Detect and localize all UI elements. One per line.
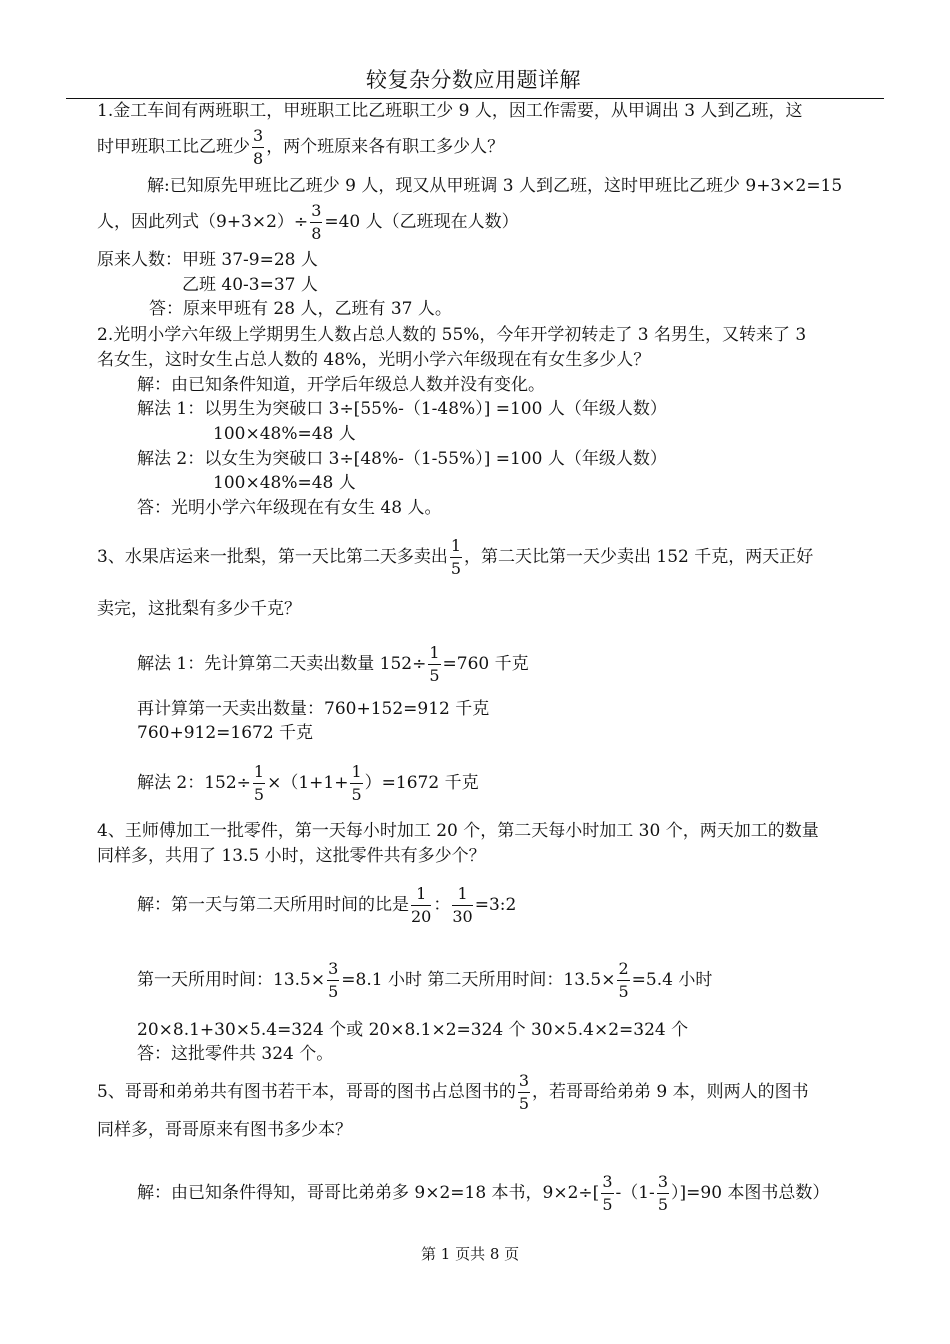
text: ，两个班原来各有职工多少人？	[266, 137, 505, 157]
text: ：	[433, 895, 451, 915]
problem-5-question-line-1	[97, 1073, 809, 1112]
fraction-denominator: 30	[452, 907, 473, 926]
fraction-denominator: 8	[253, 149, 264, 168]
fraction-denominator: 5	[351, 785, 362, 804]
fraction-denominator: 5	[618, 982, 629, 1001]
problem-4-solution-line-2	[137, 961, 712, 1000]
header-rule	[66, 98, 884, 99]
fraction-2-5	[617, 961, 629, 1000]
problem-3-question-line-2: 卖完，这批梨有多少千克？	[97, 599, 301, 619]
problem-4-answer: 答：这批零件共 324 个。	[137, 1044, 334, 1064]
fraction-denominator: 20	[411, 907, 432, 926]
page-footer: 第 1 页共 8 页	[421, 1245, 520, 1263]
problem-2-question-line-2: 名女生，这时女生占总人数的 48%，光明小学六年级现在有女生多少人？	[97, 350, 651, 370]
fraction-denominator: 5	[253, 785, 265, 804]
problem-5-solution-line-1	[137, 1174, 829, 1213]
page-title: 较复杂分数应用题详解	[366, 68, 581, 92]
fraction-numerator: 1	[452, 886, 472, 906]
fraction-3-8	[310, 203, 322, 242]
problem-4-solution-line-3: 20×8.1+30×5.4=324 个或 20×8.1×2=324 个 30×5.4×2=324 个	[137, 1020, 689, 1040]
text: =40 人（乙班现在人数）	[324, 212, 519, 232]
problem-1-solution-line-2	[97, 203, 519, 242]
text: 解：由已知条件得知，哥哥比弟弟多 9×2=18 本书，9×2÷[	[137, 1183, 600, 1203]
problem-3-solution-line-4	[137, 764, 479, 803]
text: 时甲班职工比乙班少	[97, 137, 250, 157]
fraction-numerator: 3	[327, 961, 339, 981]
fraction-numerator: 2	[617, 961, 629, 981]
text: 解：第一天与第二天所用时间的比是	[137, 895, 409, 915]
text: -（1-	[615, 1183, 655, 1203]
problem-3-solution-line-2: 再计算第一天卖出数量：760+152=912 千克	[137, 699, 490, 719]
problem-1-solution-line-4: 乙班 40-3=37 人	[182, 275, 318, 295]
problem-1-question-line-2	[97, 128, 504, 167]
fraction-denominator: 5	[657, 1195, 668, 1214]
text: =3:2	[474, 895, 517, 915]
fraction-denominator: 8	[311, 224, 322, 243]
fraction-numerator: 1	[450, 538, 462, 558]
problem-3-solution-line-3: 760+912=1672 千克	[137, 723, 314, 743]
text: =5.4 小时	[631, 970, 713, 990]
problem-2-solution-line-4: 解法 2：以女生为突破口 3÷[48%-（1-55%）] =100 人（年级人数）	[137, 449, 667, 469]
fraction-numerator: 3	[252, 128, 264, 148]
problem-2-solution-line-1: 解：由已知条件知道，开学后年级总人数并没有变化。	[137, 375, 545, 395]
text: 第一天所用时间：13.5×	[137, 970, 326, 990]
problem-1-question-line-1: 1.金工车间有两班职工，甲班职工比乙班职工少 9 人，因工作需要，从甲调出 3 人到乙班，这	[97, 101, 803, 121]
problem-2-solution-line-5: 100×48%=48 人	[213, 473, 356, 493]
fraction-numerator: 1	[428, 645, 440, 665]
problem-5-question-line-2: 同样多，哥哥原来有图书多少本？	[97, 1120, 352, 1140]
problem-3-question-line-1	[97, 538, 813, 577]
text: ×（1+1+	[267, 773, 349, 793]
fraction-1-5	[428, 645, 440, 684]
fraction-1-5	[253, 764, 265, 803]
fraction-numerator: 1	[350, 764, 362, 784]
fraction-numerator: 1	[411, 886, 431, 906]
problem-4-question-line-1: 4、王师傅加工一批零件，第一天每小时加工 20 个，第二天每小时加工 30 个，两天加工的数量	[97, 821, 819, 841]
fraction-denominator: 5	[450, 559, 462, 578]
fraction-1-5	[450, 538, 462, 577]
fraction-denominator: 5	[602, 1195, 613, 1214]
fraction-denominator: 5	[429, 666, 440, 685]
fraction-numerator: 3	[657, 1174, 669, 1194]
problem-2-solution-line-2: 解法 1：以男生为突破口 3÷[55%-（1-48%）] =100 人（年级人数）	[137, 399, 667, 419]
fraction-denominator: 5	[328, 982, 339, 1001]
fraction-3-5	[518, 1073, 530, 1112]
text: 解法 1：先计算第二天卖出数量 152÷	[137, 654, 427, 674]
fraction-numerator: 3	[601, 1174, 613, 1194]
text: ，第二天比第一天少卖出 152 千克，两天正好	[464, 547, 814, 567]
fraction-numerator: 3	[518, 1073, 530, 1093]
text: 解法 2：152÷	[137, 773, 251, 793]
fraction-numerator: 3	[310, 203, 322, 223]
fraction-3-5	[601, 1174, 613, 1213]
text: ，若哥哥给弟弟 9 本，则两人的图书	[532, 1082, 809, 1102]
fraction-denominator: 5	[518, 1094, 530, 1113]
text: 5、哥哥和弟弟共有图书若干本，哥哥的图书占总图书的	[97, 1082, 516, 1102]
text: =760 千克	[442, 654, 529, 674]
problem-1-answer: 答：原来甲班有 28 人，乙班有 37 人。	[149, 299, 452, 319]
problem-2-answer: 答：光明小学六年级现在有女生 48 人。	[137, 498, 442, 518]
fraction-3-5	[657, 1174, 669, 1213]
problem-1-solution-line-1: 解:已知原先甲班比乙班少 9 人，现又从甲班调 3 人到乙班，这时甲班比乙班少 9+3×2=15	[147, 176, 843, 196]
problem-4-question-line-2: 同样多，共用了 13.5 小时，这批零件共有多少个？	[97, 846, 486, 866]
problem-2-question-line-1: 2.光明小学六年级上学期男生人数占总人数的 55%，今年开学初转走了 3 名男生，又转来了 3	[97, 325, 807, 345]
text: 3、水果店运来一批梨，第一天比第二天多卖出	[97, 547, 448, 567]
text: =8.1 小时 第二天所用时间：13.5×	[341, 970, 616, 990]
problem-2-solution-line-3: 100×48%=48 人	[213, 424, 356, 444]
fraction-1-30	[452, 886, 472, 925]
text: ）=1672 千克	[364, 773, 479, 793]
problem-4-solution-line-1	[137, 886, 516, 925]
fraction-1-5	[350, 764, 362, 803]
fraction-1-20	[411, 886, 431, 925]
problem-1-solution-line-3: 原来人数：甲班 37-9=28 人	[97, 250, 318, 270]
problem-3-solution-line-1	[137, 645, 529, 684]
text: ）]=90 本图书总数）	[671, 1183, 830, 1203]
fraction-3-5	[327, 961, 339, 1000]
text: 人，因此列式（9+3×2）÷	[97, 212, 309, 232]
fraction-3-8	[252, 128, 264, 167]
fraction-numerator: 1	[253, 764, 265, 784]
